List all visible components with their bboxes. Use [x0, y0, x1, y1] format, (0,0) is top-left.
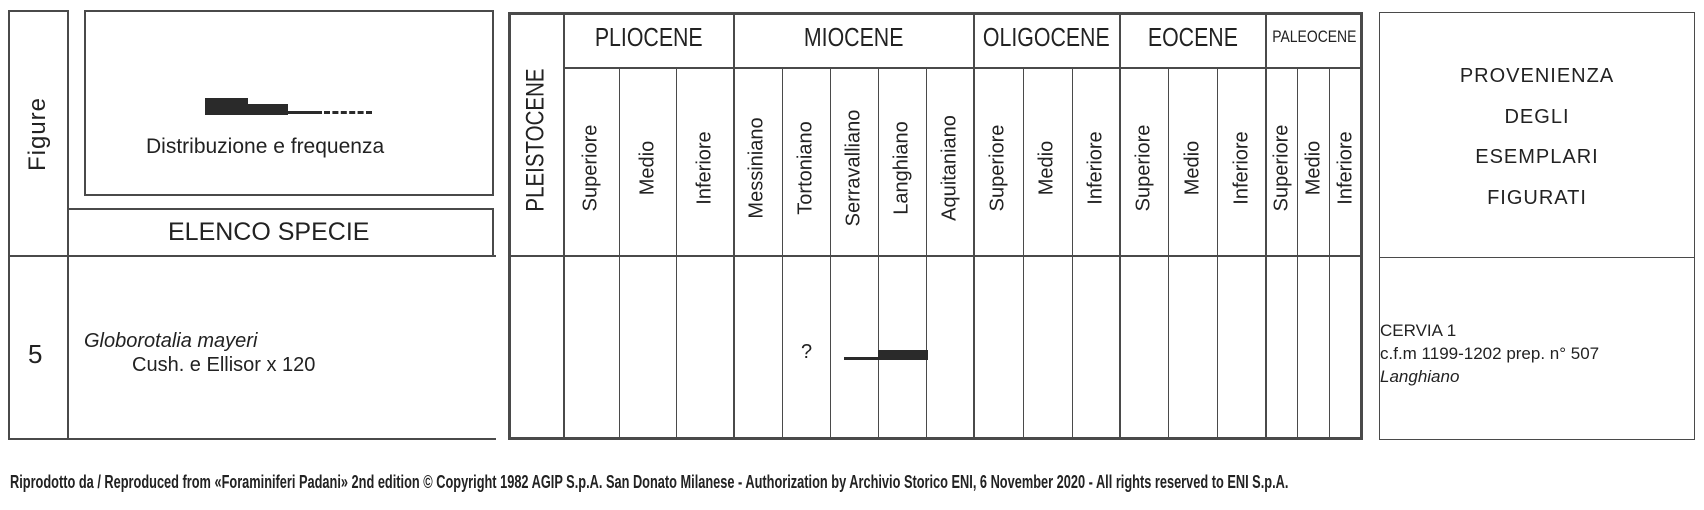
species-name: Globorotalia mayeri — [84, 330, 258, 352]
figure-number: 5 — [28, 339, 43, 369]
uncertain-range-mark: ? — [801, 341, 813, 363]
epoch-oligocene: OLIGOCENE — [982, 22, 1110, 52]
epoch-miocene: MIOCENE — [804, 22, 904, 52]
stage-label: Medio — [1181, 140, 1204, 196]
provenance-header-line: PROVENIENZA — [1459, 65, 1615, 87]
stage-label: Superiore — [986, 124, 1009, 212]
stage-label: Aquitaniano — [938, 115, 961, 221]
stage-label: Serravalliano — [842, 109, 865, 227]
provenance-header-line: DEGLI — [1504, 106, 1570, 128]
species-author: Cush. e Ellisor x 120 — [132, 354, 316, 376]
provenance-header-line: ESEMPLARI — [1475, 146, 1599, 168]
stage-label: Superiore — [1132, 124, 1155, 212]
range-bar-frequent — [878, 350, 928, 360]
provenance-locality: CERVIA 1 — [1380, 321, 1457, 340]
provenance-sample: c.f.m 1199-1202 prep. n° 507 — [1380, 344, 1600, 363]
stage-label: Superiore — [579, 124, 602, 212]
stage-label: Inferiore — [1084, 131, 1107, 205]
stage-label: Inferiore — [693, 131, 716, 205]
stage-label: Tortoniano — [794, 121, 817, 215]
stage-label: Superiore — [1270, 124, 1293, 212]
stage-label: Messiniano — [745, 117, 768, 219]
provenance-header-line: FIGURATI — [1487, 187, 1587, 209]
pleistocene-header: PLEISTOCENE — [521, 68, 550, 212]
epoch-eocene: EOCENE — [1147, 22, 1239, 52]
copyright-footer: Riprodotto da / Reproduced from «Foraminiferi Padani» 2nd edition © Copyright 1982 AGIP S.p.A. San Donato Milanese - Authorization by Archivio Storico ENI, 6 November 2020 - All rights reserved to ENI S.p.A. — [10, 472, 1289, 492]
stage-label: Inferiore — [1334, 131, 1357, 205]
range-bar-rare — [844, 357, 880, 360]
provenance-stage: Langhiano — [1380, 367, 1460, 386]
epoch-paleocene: PALEOCENE — [1271, 27, 1357, 46]
stage-label: Inferiore — [1230, 131, 1253, 205]
stage-label: Medio — [1035, 140, 1058, 196]
epoch-pliocene: PLIOCENE — [595, 22, 703, 52]
legend-caption: Distribuzione e frequenza — [146, 135, 385, 158]
stage-label: Langhiano — [890, 121, 913, 215]
stage-label: Medio — [636, 140, 659, 196]
figure-column-header: Figure — [24, 96, 51, 172]
species-list-header: ELENCO SPECIE — [168, 218, 370, 246]
stage-label: Medio — [1302, 140, 1325, 196]
